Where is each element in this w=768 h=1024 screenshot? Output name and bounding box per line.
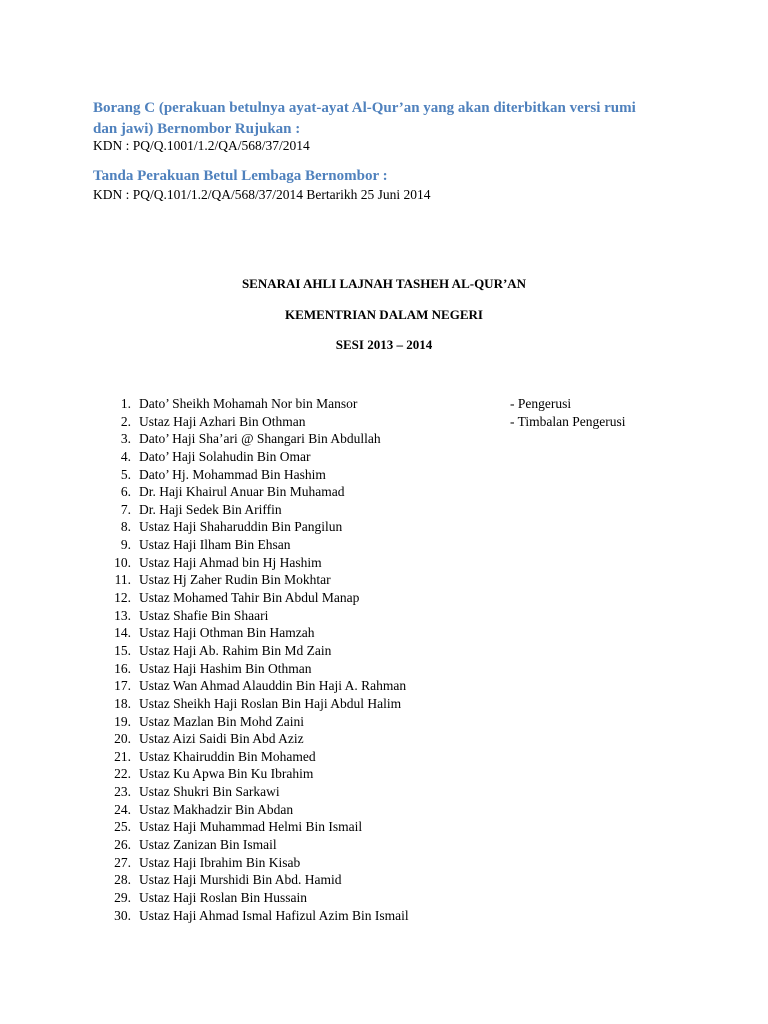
member-list-item [0,677,768,695]
member-number: 4. [120,448,131,464]
member-name: Dato’ Haji Solahudin Bin Omar [139,448,311,464]
member-list-item [0,624,768,642]
member-name: Ustaz Haji Shaharuddin Bin Pangilun [139,519,343,535]
member-number: 5. [120,466,131,482]
member-name: Ustaz Aizi Saidi Bin Abd Aziz [139,731,304,747]
member-name: Ustaz Haji Othman Bin Hamzah [139,625,315,641]
member-name: Ustaz Haji Ahmad bin Hj Hashim [139,554,322,570]
member-number: 14. [114,625,131,641]
member-number: 25. [114,819,131,835]
member-name: Ustaz Haji Azhari Bin Othman [139,413,306,429]
member-number: 7. [120,501,131,517]
member-list-item [0,589,768,607]
member-number: 18. [114,695,131,711]
member-list-item [0,607,768,625]
member-list-item [0,907,768,925]
member-list-item [0,554,768,572]
member-name: Ustaz Haji Ilham Bin Ehsan [139,537,291,553]
session-title: SESI 2013 – 2014 [335,337,433,352]
member-name: Ustaz Haji Roslan Bin Hussain [139,889,307,905]
member-number: 24. [114,801,131,817]
member-name: Dato’ Sheikh Mohamah Nor bin Mansor [139,396,358,411]
member-name: Dr. Haji Khairul Anuar Bin Muhamad [139,484,345,500]
member-name: Ustaz Haji Ibrahim Bin Kisab [139,854,301,870]
member-list-item [0,854,768,872]
member-number: 28. [114,872,131,888]
member-list-item [0,660,768,678]
member-name: Ustaz Hj Zaher Rudin Bin Mokhtar [139,572,331,588]
member-number: 19. [114,713,131,729]
member-number: 2. [120,413,131,429]
member-name: Ustaz Khairuddin Bin Mohamed [139,748,316,764]
member-role: - Timbalan Pengerusi [510,413,626,429]
member-number: 20. [114,731,131,747]
member-number: 29. [114,889,131,905]
member-list-item [0,783,768,801]
member-list-item [0,413,768,431]
member-name: Ustaz Haji Muhammad Helmi Bin Ismail [139,819,363,835]
member-number: 6. [120,484,131,500]
ministry-title: KEMENTRIAN DALAM NEGERI [285,307,483,322]
member-number: 1. [120,396,131,411]
borang-reference-number: KDN : PQ/Q.1001/1.2/QA/568/37/2014 [93,138,310,153]
member-name: Ustaz Sheikh Haji Roslan Bin Haji Abdul Halim [139,695,402,711]
member-number: 23. [114,784,131,800]
member-list-item [0,801,768,819]
tanda-perakuan-heading: Tanda Perakuan Betul Lembaga Bernombor : [93,168,388,184]
member-name: Ustaz Makhadzir Bin Abdan [139,801,294,817]
member-number: 8. [120,519,131,535]
member-name: Ustaz Wan Ahmad Alauddin Bin Haji A. Rahman [139,678,407,694]
member-list-item [0,518,768,536]
member-role: - Pengerusi [510,396,572,411]
member-number: 15. [114,642,131,658]
member-number: 3. [120,431,131,447]
member-list-item [0,695,768,713]
member-list-item [0,889,768,907]
member-number: 26. [114,837,131,853]
member-list-item [0,466,768,484]
member-name: Ustaz Mazlan Bin Mohd Zaini [139,713,304,729]
member-list-item [0,571,768,589]
member-number: 27. [114,854,131,870]
tanda-perakuan-reference: KDN : PQ/Q.101/1.2/QA/568/37/2014 Bertarikh 25 Juni 2014 [93,187,431,202]
member-name: Ustaz Ku Apwa Bin Ku Ibrahim [139,766,314,782]
borang-heading-line1: Borang C (perakuan betulnya ayat-ayat Al-Qur’an yang akan diterbitkan versi rumi [93,100,636,116]
member-list-item [0,836,768,854]
member-name: Ustaz Mohamed Tahir Bin Abdul Manap [139,590,360,606]
member-list-item [0,713,768,731]
borang-heading-line2: dan jawi) Bernombor Rujukan : [93,121,301,137]
member-name: Dato’ Hj. Mohammad Bin Hashim [139,466,326,482]
member-name: Ustaz Haji Ahmad Ismal Hafizul Azim Bin Ismail [139,907,409,923]
member-name: Ustaz Zanizan Bin Ismail [139,837,277,853]
member-number: 12. [114,590,131,606]
member-list-item [0,748,768,766]
member-name: Ustaz Shukri Bin Sarkawi [139,784,280,800]
member-number: 16. [114,660,131,676]
member-list-item [0,871,768,889]
member-name: Dato’ Haji Sha’ari @ Shangari Bin Abdullah [139,431,381,447]
member-number: 13. [114,607,131,623]
member-name: Ustaz Haji Murshidi Bin Abd. Hamid [139,872,342,888]
member-list-item [0,430,768,448]
member-number: 30. [114,907,131,923]
member-list [0,395,768,924]
member-list-item [0,818,768,836]
member-list-item [0,642,768,660]
member-number: 9. [120,537,131,553]
member-name: Ustaz Haji Ab. Rahim Bin Md Zain [139,642,332,658]
member-number: 22. [114,766,131,782]
member-list-item [0,536,768,554]
member-name: Ustaz Shafie Bin Shaari [139,607,269,623]
member-list-item [0,395,768,413]
member-number: 21. [114,748,131,764]
list-title: SENARAI AHLI LAJNAH TASHEH AL-QUR’AN [241,276,527,291]
member-name: Dr. Haji Sedek Bin Ariffin [139,501,282,517]
member-number: 11. [114,572,131,588]
member-list-item [0,501,768,519]
member-list-item [0,730,768,748]
member-list-item [0,765,768,783]
member-number: 17. [114,678,131,694]
member-list-item [0,448,768,466]
member-name: Ustaz Haji Hashim Bin Othman [139,660,312,676]
member-list-item [0,483,768,501]
member-number: 10. [114,554,131,570]
